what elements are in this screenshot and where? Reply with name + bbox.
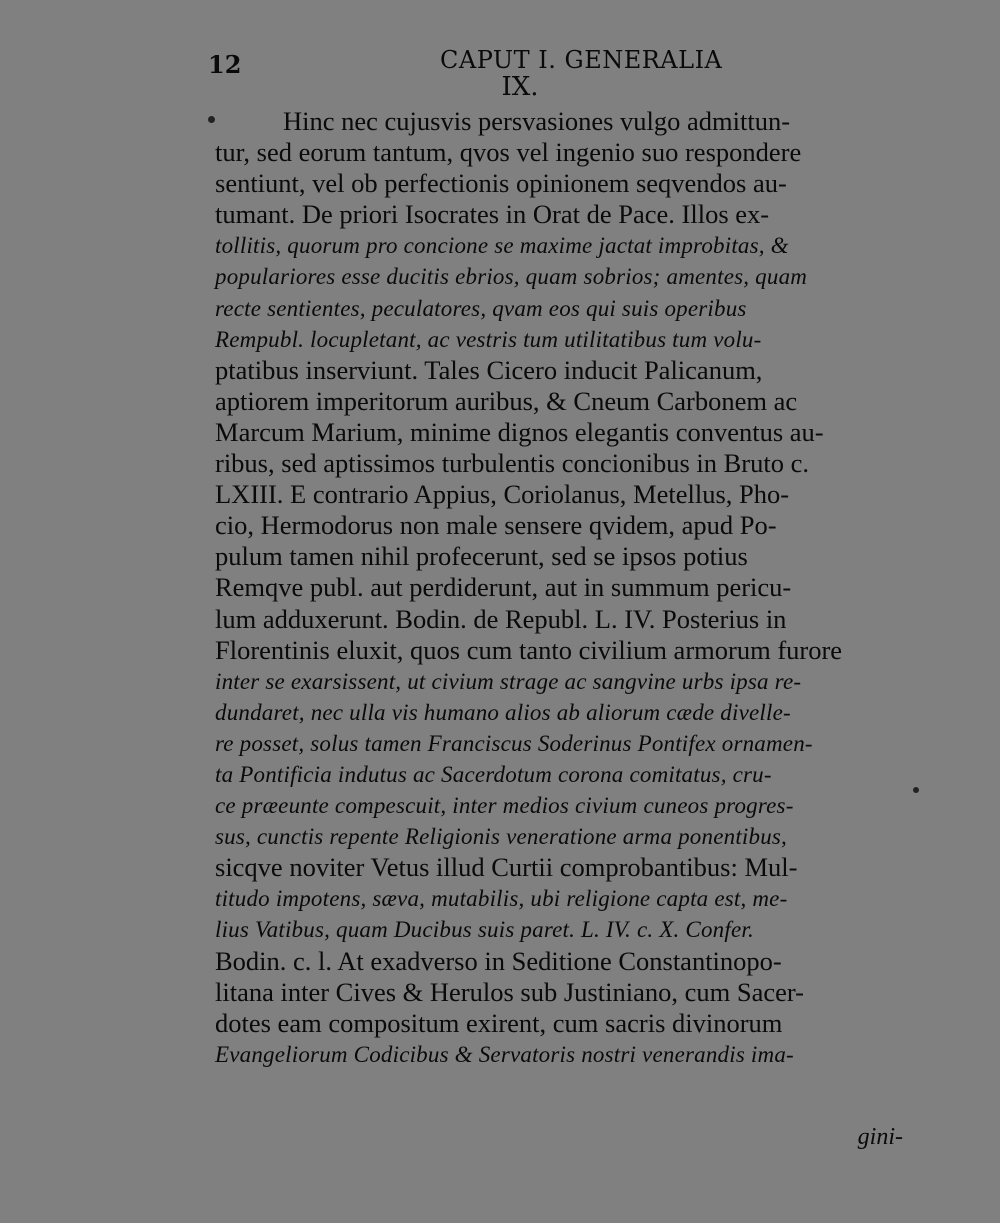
text-line: recte sentientes, peculatores, qvam eos qui suis operibus bbox=[215, 295, 747, 321]
text-line: Hinc nec cujusvis persvasiones vulgo admittun- bbox=[283, 106, 791, 136]
text-line: sicqve noviter Vetus illud Curtii comprobantibus: Mul- bbox=[215, 852, 798, 883]
text-line: tumant. De priori Isocrates in Orat de Pace. Illos ex- bbox=[215, 199, 770, 230]
section-number: IX. bbox=[501, 72, 539, 102]
text-line: aptiorem imperitorum auribus, & Cneum Carbonem ac bbox=[215, 385, 798, 416]
text-line: dundaret, nec ulla vis humano alios ab aliorum cæde divelle- bbox=[215, 699, 791, 725]
text-line: dotes eam compositum exirent, cum sacris divinorum bbox=[215, 1007, 783, 1038]
text-line: Rempubl. locupletant, ac vestris tum utilitatibus tum volu- bbox=[215, 326, 762, 352]
text-line: sus, cunctis repente Religionis veneratione arma ponentibus, bbox=[215, 824, 787, 850]
margin-mark-icon bbox=[913, 787, 919, 793]
page-number: 12 bbox=[208, 50, 242, 79]
text-line: re posset, solus tamen Franciscus Soderinus Pontifex ornamen- bbox=[215, 730, 813, 756]
text-line: Marcum Marium, minime dignos elegantis conventus au- bbox=[215, 416, 824, 447]
text-line: cio, Hermodorus non male sensere qvidem, apud Po- bbox=[215, 510, 777, 541]
text-line: tur, sed eorum tantum, qvos vel ingenio suo respondere bbox=[215, 137, 802, 168]
paragraph-mark-icon bbox=[208, 116, 215, 123]
text-line: Evangeliorum Codicibus & Servatoris nostri venerandis ima- bbox=[215, 1041, 794, 1067]
text-line: sentiunt, vel ob perfectionis opinionem seqvendos au- bbox=[215, 168, 787, 199]
text-line: tollitis, quorum pro concione se maxime jactat improbitas, & bbox=[215, 233, 789, 259]
body-text bbox=[215, 106, 905, 1070]
text-line: ptatibus inserviunt. Tales Cicero inducit Palicanum, bbox=[215, 354, 763, 385]
text-line: Remqve publ. aut perdiderunt, aut in summum pericu- bbox=[215, 572, 792, 603]
text-line: ta Pontificia indutus ac Sacerdotum corona comitatus, cru- bbox=[215, 761, 772, 787]
text-line: titudo impotens, sæva, mutabilis, ubi religione capta est, me- bbox=[215, 886, 788, 912]
text-line: pulum tamen nihil profecerunt, sed se ipsos potius bbox=[215, 541, 748, 572]
text-line: litana inter Cives & Herulos sub Justiniano, cum Sacer- bbox=[215, 976, 804, 1007]
text-line: populariores esse ducitis ebrios, quam sobrios; amentes, quam bbox=[215, 264, 808, 290]
text-line: lum adduxerunt. Bodin. de Republ. L. IV. Posterius in bbox=[215, 603, 787, 634]
catchword: gini- bbox=[857, 1124, 903, 1150]
text-line: ce præeunte compescuit, inter medios civium cuneos progres- bbox=[215, 793, 794, 819]
text-line: Florentinis eluxit, quos cum tanto civilium armorum furore bbox=[215, 634, 843, 665]
text-line: LXIII. E contrario Appius, Coriolanus, Metellus, Pho- bbox=[215, 479, 790, 510]
text-line: ribus, sed aptissimos turbulentis concionibus in Bruto c. bbox=[215, 448, 809, 479]
text-line: inter se exarsissent, ut civium strage ac sangvine urbs ipsa re- bbox=[215, 668, 802, 694]
text-line: lius Vatibus, quam Ducibus suis paret. L. IV. c. X. Confer. bbox=[215, 917, 754, 943]
running-head: CAPUT I. GENERALIA bbox=[440, 46, 723, 74]
text-line: Bodin. c. l. At exadverso in Seditione Constantinopo- bbox=[215, 945, 782, 976]
